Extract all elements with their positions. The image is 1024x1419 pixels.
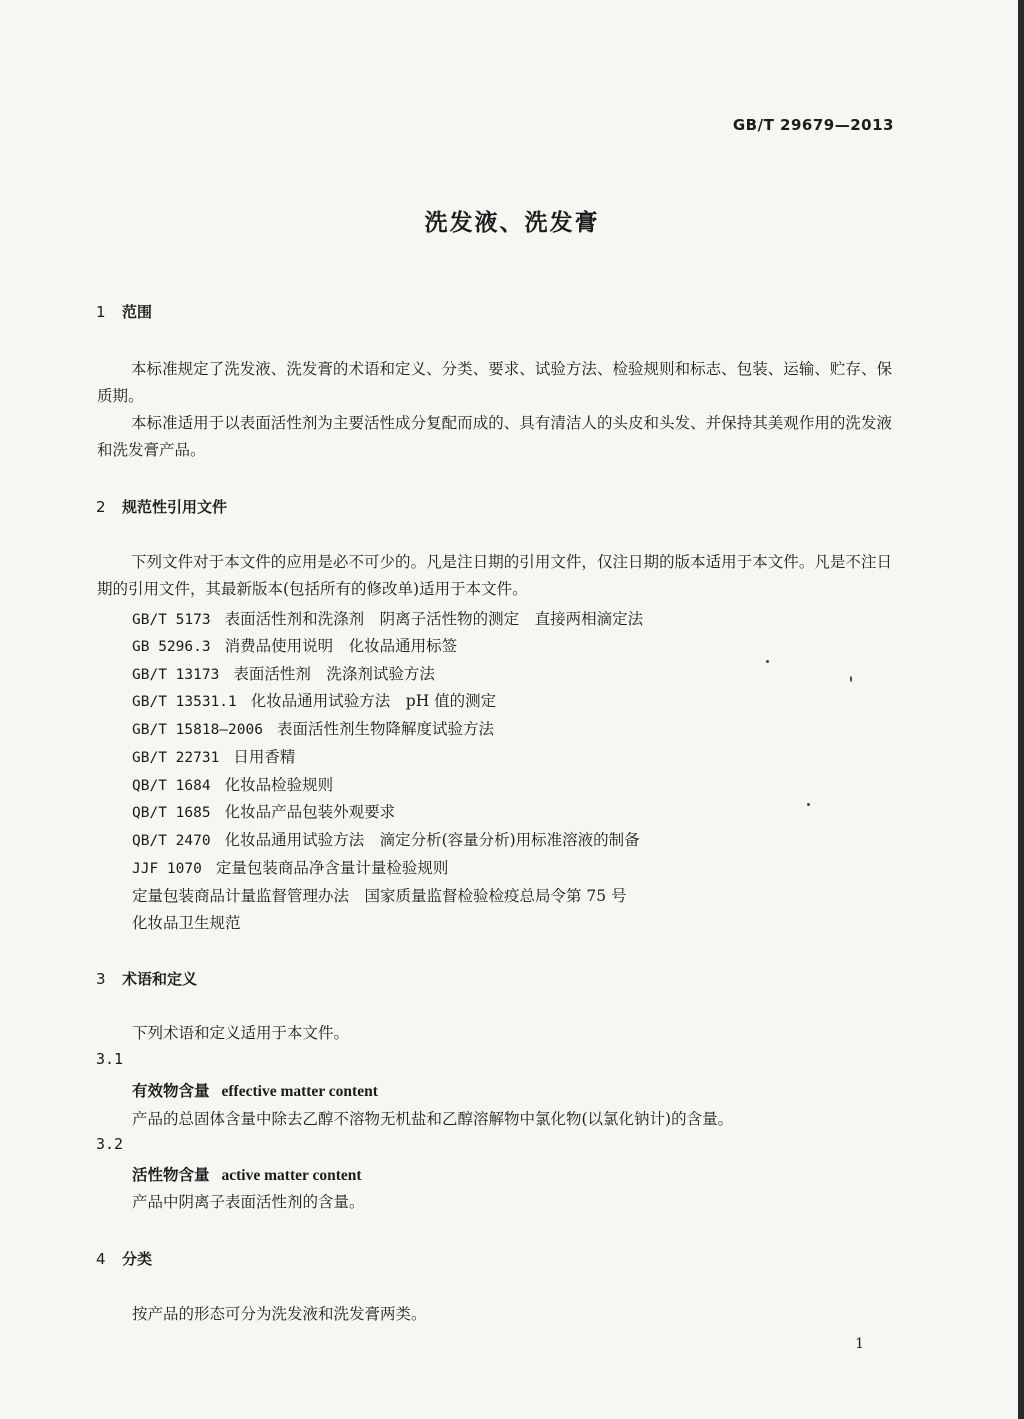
paragraph: 按产品的形态可分为洗发液和洗发膏两类。	[132, 1305, 427, 1323]
paragraph	[97, 549, 892, 603]
term-heading	[132, 1163, 362, 1185]
reference-item	[132, 800, 395, 822]
section-title: 分类	[122, 1250, 153, 1268]
term-definition: 产品的总固体含量中除去乙醇不溶物无机盐和乙醇溶解物中氯化物(以氯化钠计)的含量。	[132, 1110, 734, 1128]
section-3-heading	[96, 968, 197, 989]
reference-item	[132, 662, 435, 684]
reference-code: QB/T 2470	[132, 833, 211, 849]
term-en: effective matter content	[221, 1083, 378, 1100]
reference-title: 化妆品通用试验方法 滴定分析(容量分析)用标准溶液的制备	[224, 831, 640, 849]
reference-item: 化妆品卫生规范	[132, 914, 241, 932]
reference-code: GB/T 13173	[132, 667, 220, 683]
reference-title: 表面活性剂和洗涤剂 阴离子活性物的测定 直接两相滴定法	[224, 610, 644, 628]
section-title: 范围	[122, 303, 153, 321]
reference-title: 日用香精	[233, 748, 296, 766]
section-title: 规范性引用文件	[122, 498, 228, 516]
paragraph: 下列术语和定义适用于本文件。	[132, 1024, 350, 1042]
term-heading	[132, 1079, 378, 1101]
reference-title: 表面活性剂生物降解度试验方法	[276, 720, 494, 738]
reference-item	[132, 745, 295, 767]
term-number: 3.2	[96, 1135, 124, 1153]
reference-title: 化妆品检验规则	[224, 776, 334, 794]
scan-speck	[766, 660, 769, 663]
paragraph	[97, 410, 892, 464]
reference-code: JJF 1070	[132, 861, 202, 877]
paragraph-text: 本标准规定了洗发液、洗发膏的术语和定义、分类、要求、试验方法、检验规则和标志、包装、运输、贮存、保质期。	[97, 360, 892, 405]
reference-code: GB/T 13531.1	[132, 694, 237, 710]
paragraph	[97, 356, 892, 410]
term-number: 3.1	[96, 1050, 124, 1068]
term-zh: 有效物含量	[132, 1081, 210, 1100]
document-title: 洗发液、洗发膏	[424, 210, 600, 236]
reference-item	[132, 689, 496, 711]
paragraph-text: 本标准适用于以表面活性剂为主要活性成分复配而成的、具有清洁人的头皮和头发、并保持其美观作用的洗发液和洗发膏产品。	[97, 414, 892, 459]
section-number: 1	[96, 303, 106, 321]
reference-code: GB/T 22731	[132, 750, 220, 766]
section-number: 3	[96, 970, 106, 988]
reference-item	[132, 828, 640, 850]
reference-item	[132, 607, 643, 629]
page-number: 1	[855, 1336, 864, 1352]
reference-item	[132, 717, 494, 739]
reference-code: GB/T 15818—2006	[132, 722, 263, 738]
reference-title: 消费品使用说明 化妆品通用标签	[224, 637, 458, 655]
section-4-heading	[96, 1248, 152, 1269]
term-definition: 产品中阴离子表面活性剂的含量。	[132, 1193, 365, 1211]
paragraph-text: 下列文件对于本文件的应用是必不可少的。凡是注日期的引用文件，仅注日期的版本适用于本文件。凡是不注日期的引用文件，其最新版本(包括所有的修改单)适用于本文件。	[97, 553, 892, 598]
section-1-heading	[96, 301, 152, 322]
reference-code: GB/T 5173	[132, 612, 211, 628]
reference-title: 化妆品产品包装外观要求	[224, 803, 396, 821]
reference-item: 定量包装商品计量监督管理办法 国家质量监督检验检疫总局令第 75 号	[132, 887, 627, 905]
section-number: 2	[96, 498, 106, 516]
reference-item	[132, 634, 457, 656]
reference-item	[132, 773, 333, 795]
reference-title: 化妆品通用试验方法 pH 值的测定	[250, 692, 497, 710]
section-number: 4	[96, 1250, 106, 1268]
term-zh: 活性物含量	[132, 1165, 210, 1184]
scan-speck	[850, 676, 852, 682]
section-2-heading	[96, 496, 227, 517]
reference-item	[132, 856, 448, 878]
reference-title: 定量包装商品净含量计量检验规则	[215, 859, 449, 877]
reference-code: QB/T 1685	[132, 805, 211, 821]
section-title: 术语和定义	[122, 970, 198, 988]
standard-number: GB/T 29679—2013	[732, 116, 894, 134]
term-en: active matter content	[221, 1167, 362, 1184]
reference-code: QB/T 1684	[132, 778, 211, 794]
reference-title: 表面活性剂 洗涤剂试验方法	[233, 665, 435, 683]
reference-code: GB 5296.3	[132, 639, 211, 655]
scan-speck	[807, 803, 810, 806]
